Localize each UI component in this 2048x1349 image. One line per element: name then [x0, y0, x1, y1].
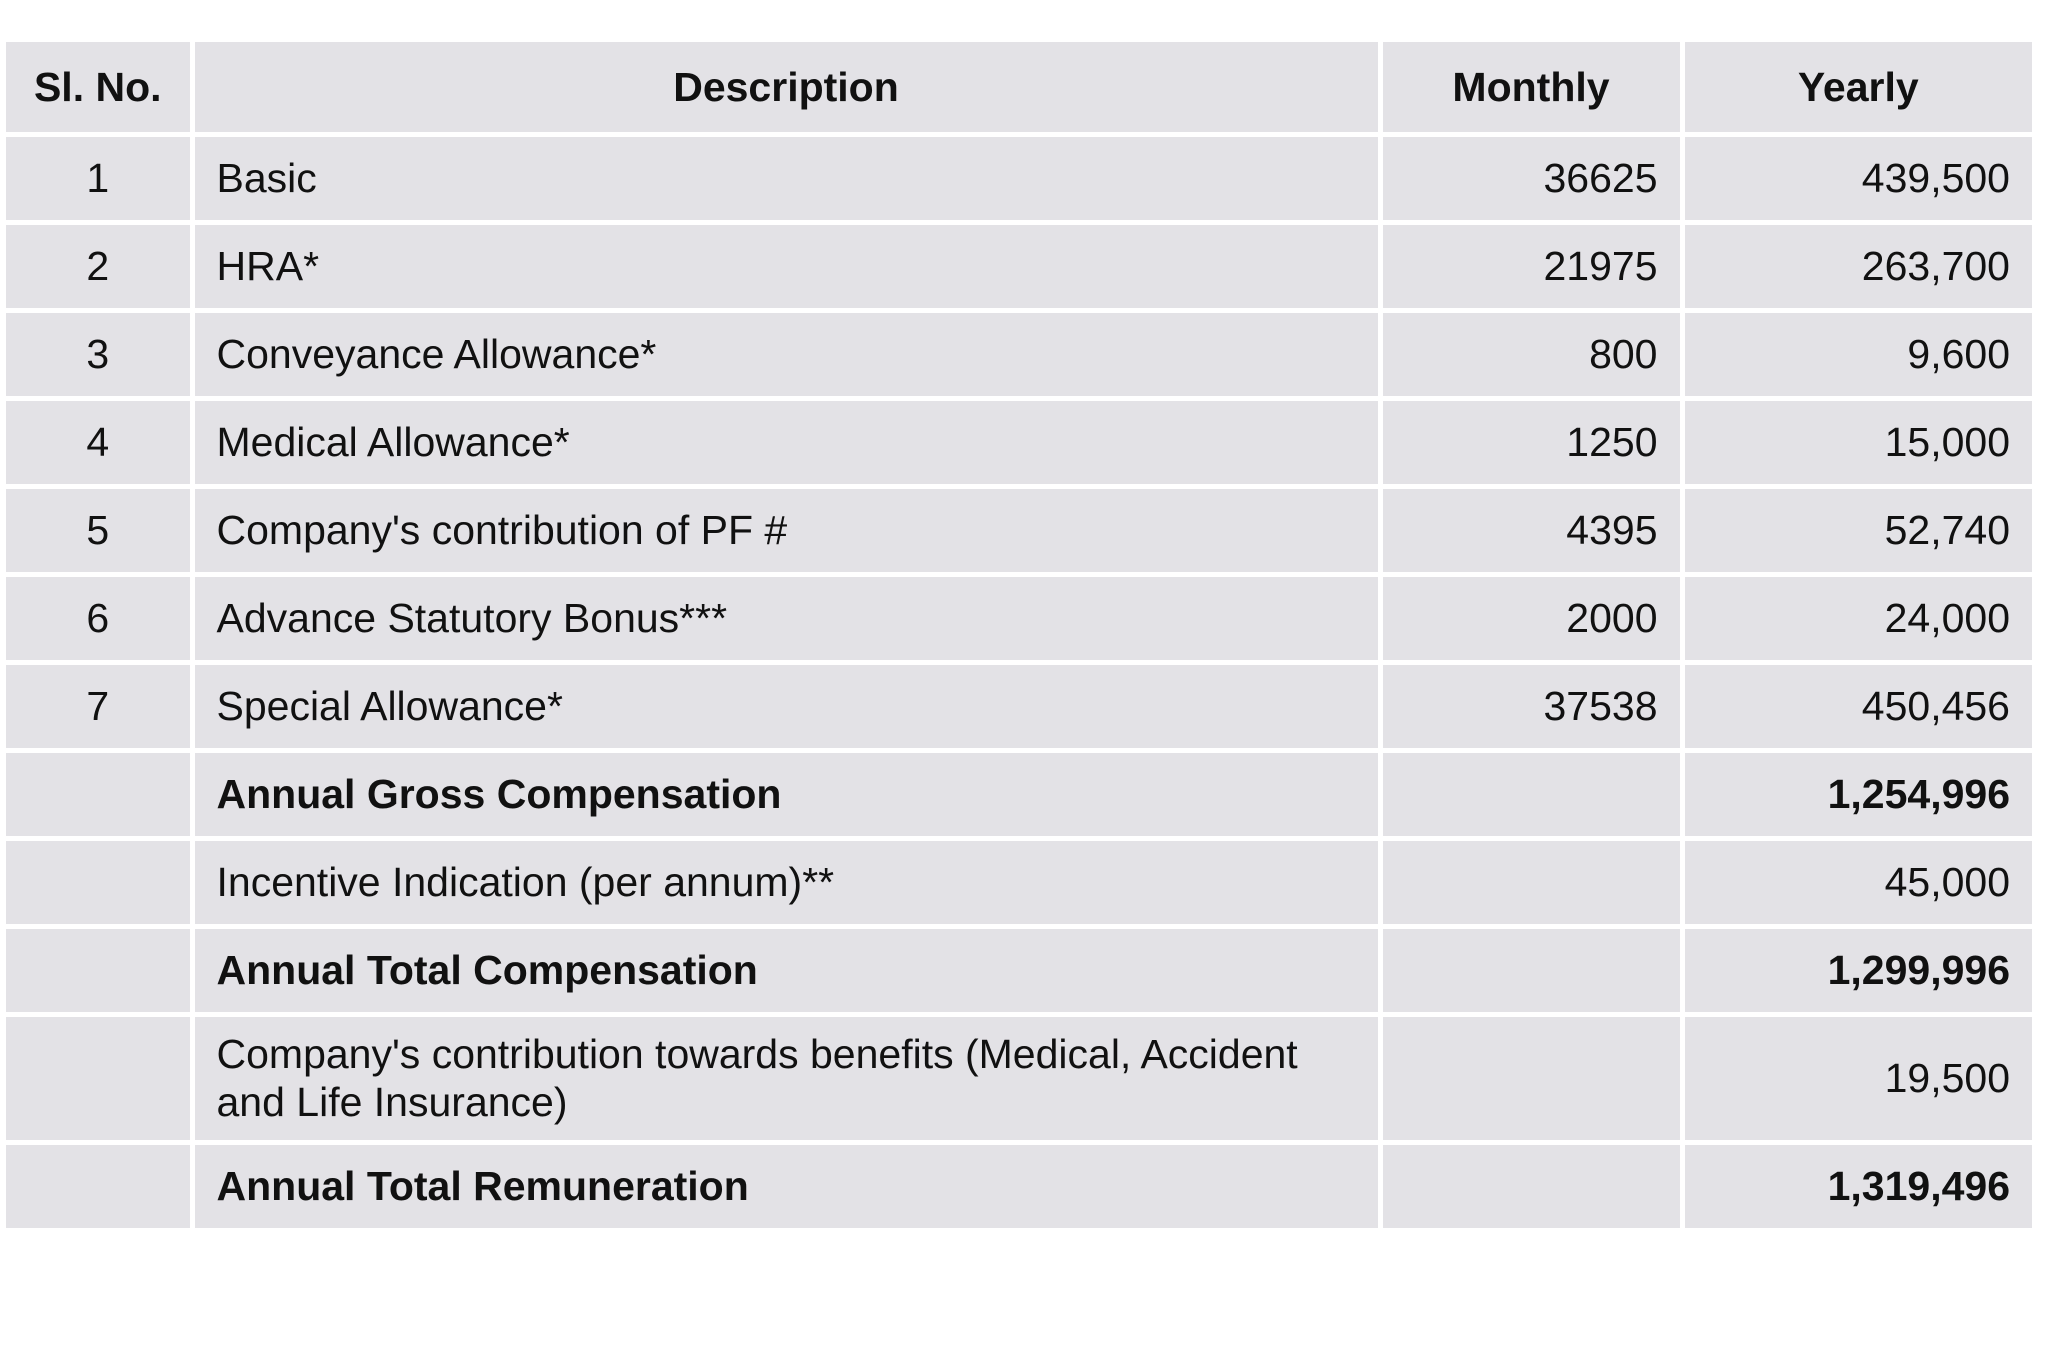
description-cell: Annual Total Remuneration [192, 1142, 1380, 1230]
sl-no-cell: 1 [6, 134, 192, 222]
yearly-cell: 19,500 [1682, 1014, 2032, 1142]
header-row [6, 42, 2032, 134]
sl-no-cell [6, 926, 192, 1014]
sl-no-cell: 7 [6, 662, 192, 750]
description-cell: Annual Total Compensation [192, 926, 1380, 1014]
header-sl-no: Sl. No. [6, 42, 192, 134]
monthly-cell [1380, 1014, 1682, 1142]
yearly-cell: 1,319,496 [1682, 1142, 2032, 1230]
compensation-table-container [6, 42, 2032, 1233]
monthly-cell: 36625 [1380, 134, 1682, 222]
table-row-bonus [6, 574, 2032, 662]
summary-row-gross [6, 750, 2032, 838]
monthly-cell: 1250 [1380, 398, 1682, 486]
yearly-cell: 15,000 [1682, 398, 2032, 486]
summary-row-incentive [6, 838, 2032, 926]
yearly-cell: 45,000 [1682, 838, 2032, 926]
table-row-special [6, 662, 2032, 750]
description-cell: Special Allowance* [192, 662, 1380, 750]
description-cell: Annual Gross Compensation [192, 750, 1380, 838]
monthly-cell: 37538 [1380, 662, 1682, 750]
sl-no-cell [6, 1142, 192, 1230]
yearly-cell: 9,600 [1682, 310, 2032, 398]
summary-row-benefits [6, 1014, 2032, 1142]
summary-row-total-remuneration [6, 1142, 2032, 1230]
sl-no-cell: 6 [6, 574, 192, 662]
yearly-cell: 1,299,996 [1682, 926, 2032, 1014]
description-cell: Advance Statutory Bonus*** [192, 574, 1380, 662]
yearly-cell: 263,700 [1682, 222, 2032, 310]
compensation-table [6, 42, 2032, 1233]
description-cell: Medical Allowance* [192, 398, 1380, 486]
header-yearly: Yearly [1682, 42, 2032, 134]
sl-no-cell [6, 838, 192, 926]
sl-no-cell: 2 [6, 222, 192, 310]
monthly-cell: 2000 [1380, 574, 1682, 662]
description-cell: HRA* [192, 222, 1380, 310]
header-monthly: Monthly [1380, 42, 1682, 134]
sl-no-cell: 3 [6, 310, 192, 398]
sl-no-cell: 5 [6, 486, 192, 574]
table-row-conveyance [6, 310, 2032, 398]
yearly-cell: 52,740 [1682, 486, 2032, 574]
sl-no-cell [6, 1014, 192, 1142]
monthly-cell [1380, 1142, 1682, 1230]
table-row-medical [6, 398, 2032, 486]
description-cell: Basic [192, 134, 1380, 222]
description-cell: Company's contribution of PF # [192, 486, 1380, 574]
monthly-cell: 4395 [1380, 486, 1682, 574]
sl-no-cell: 4 [6, 398, 192, 486]
table-row-pf [6, 486, 2032, 574]
monthly-cell: 800 [1380, 310, 1682, 398]
summary-row-total-compensation [6, 926, 2032, 1014]
description-cell: Incentive Indication (per annum)** [192, 838, 1380, 926]
sl-no-cell [6, 750, 192, 838]
table-row-hra [6, 222, 2032, 310]
yearly-cell: 1,254,996 [1682, 750, 2032, 838]
monthly-cell [1380, 926, 1682, 1014]
description-cell: Company's contribution towards benefits (Medical, Accident and Life Insurance) [192, 1014, 1380, 1142]
description-cell: Conveyance Allowance* [192, 310, 1380, 398]
monthly-cell [1380, 750, 1682, 838]
monthly-cell: 21975 [1380, 222, 1682, 310]
yearly-cell: 439,500 [1682, 134, 2032, 222]
monthly-cell [1380, 838, 1682, 926]
yearly-cell: 450,456 [1682, 662, 2032, 750]
table-row-basic [6, 134, 2032, 222]
header-description: Description [192, 42, 1380, 134]
yearly-cell: 24,000 [1682, 574, 2032, 662]
